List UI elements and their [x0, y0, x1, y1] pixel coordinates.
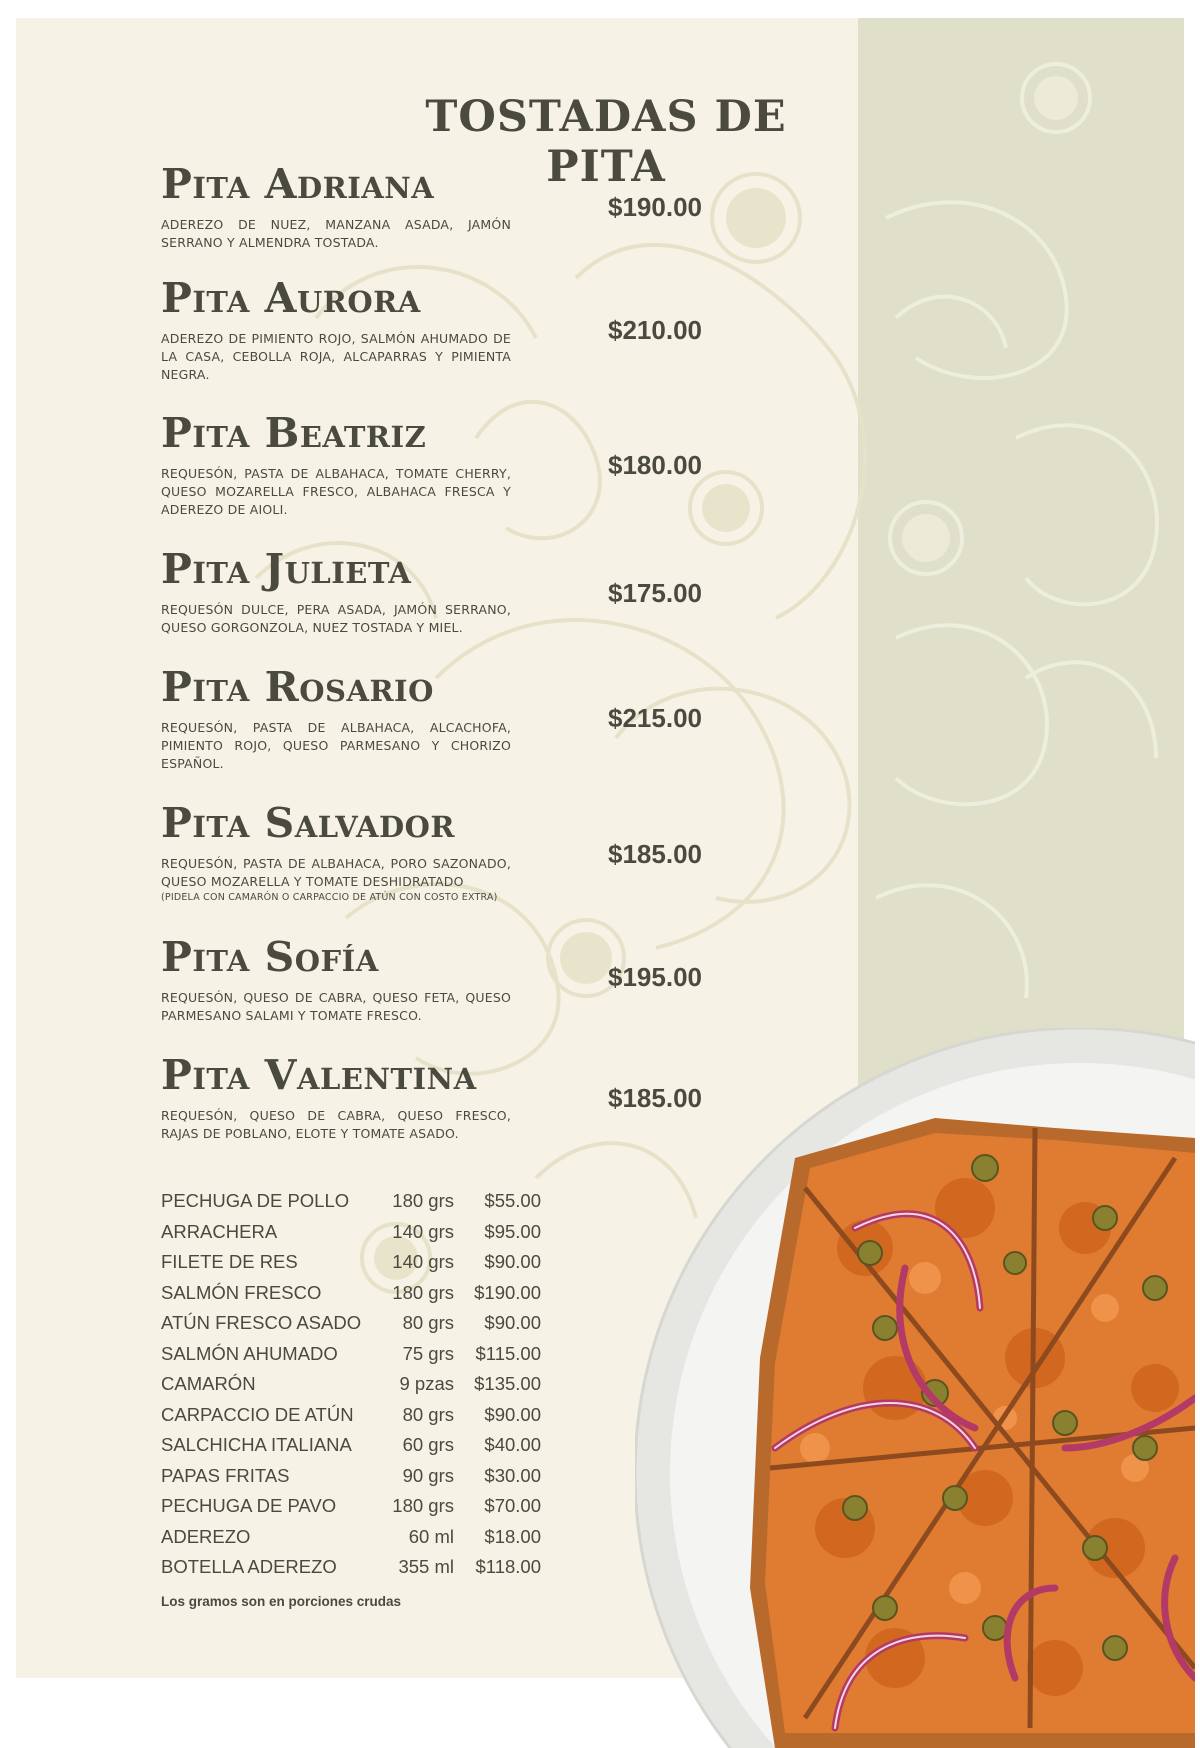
item-price: $215.00	[608, 703, 702, 733]
pizza-plate-photo	[635, 1028, 1195, 1748]
extra-qty: 60 ml	[408, 1525, 454, 1547]
item-description: REQUESÓN, PASTA DE ALBAHACA, ALCACHOFA, PIMIENTO ROJO, QUESO PARMESANO Y CHORIZO ESPAÑOL.	[161, 720, 511, 771]
item-name: Pita Beatriz	[161, 409, 427, 457]
extra-price: $18.00	[484, 1525, 541, 1547]
menu-item-sofia	[161, 933, 611, 1025]
extra-row	[161, 1282, 581, 1313]
menu-item-adriana	[161, 160, 611, 252]
item-price: $175.00	[608, 578, 702, 608]
extra-name: ADEREZO	[161, 1525, 251, 1547]
item-price: $185.00	[608, 839, 702, 869]
extra-price: $95.00	[484, 1220, 541, 1242]
item-name: Pita Rosario	[161, 663, 434, 711]
item-price: $210.00	[608, 315, 702, 345]
portion-note: Los gramos son en porciones crudas	[161, 1594, 402, 1609]
extra-row	[161, 1373, 581, 1404]
extra-row	[161, 1434, 581, 1465]
menu-item-beatriz	[161, 409, 611, 519]
extra-row	[161, 1190, 581, 1221]
extra-qty: 180 grs	[392, 1190, 454, 1211]
extra-row	[161, 1495, 581, 1526]
extra-qty: 80 grs	[402, 1312, 454, 1333]
item-description: REQUESÓN, QUESO DE CABRA, QUESO FETA, QUESO PARMESANO SALAMI Y TOMATE FRESCO.	[161, 990, 511, 1023]
item-price: $190.00	[608, 192, 702, 222]
extra-price: $30.00	[484, 1464, 541, 1486]
extra-qty: 355 ml	[398, 1556, 454, 1577]
extra-qty: 75 grs	[402, 1342, 454, 1364]
page-title: TOSTADAS DE PITA	[425, 92, 787, 192]
menu-item-valentina	[161, 1051, 611, 1143]
menu-item-aurora	[161, 274, 611, 384]
extra-price: $190.00	[474, 1281, 541, 1303]
extra-qty: 90 grs	[402, 1464, 454, 1486]
extra-price: $90.00	[484, 1403, 541, 1425]
extra-name: SALMÓN FRESCO	[161, 1281, 322, 1303]
extra-price: $115.00	[475, 1342, 541, 1364]
extra-name: SALCHICHA ITALIANA	[161, 1434, 352, 1455]
extra-row	[161, 1251, 581, 1282]
extras-list	[161, 1190, 581, 1587]
extra-price: $40.00	[484, 1434, 541, 1455]
extra-row	[161, 1312, 581, 1343]
item-price: $195.00	[608, 962, 702, 992]
extra-name: CARPACCIO DE ATÚN	[161, 1403, 354, 1425]
extra-name: PECHUGA DE PAVO	[161, 1495, 337, 1516]
extra-name: CAMARÓN	[161, 1373, 256, 1394]
item-description: REQUESÓN, QUESO DE CABRA, QUESO FRESCO, RAJAS DE POBLANO, ELOTE Y TOMATE ASADO.	[161, 1108, 511, 1141]
item-name: Pita Aurora	[161, 274, 421, 322]
menu-item-salvador	[161, 799, 611, 905]
menu-item-rosario	[161, 663, 611, 773]
extra-name: FILETE DE RES	[161, 1251, 298, 1272]
extra-qty: 80 grs	[402, 1403, 454, 1425]
extra-qty: 180 grs	[392, 1281, 454, 1303]
extra-row	[161, 1526, 581, 1557]
item-description: ADEREZO DE PIMIENTO ROJO, SALMÓN AHUMADO DE LA CASA, CEBOLLA ROJA, ALCAPARRAS Y PIMIENTA NEGRA.	[161, 331, 511, 382]
extra-qty: 60 grs	[402, 1434, 454, 1455]
extra-qty: 9 pzas	[399, 1373, 454, 1394]
extra-row	[161, 1465, 581, 1496]
item-name: Pita Sofía	[161, 933, 379, 981]
item-price: $185.00	[608, 1083, 702, 1113]
extra-name: BOTELLA ADEREZO	[161, 1556, 337, 1577]
menu-item-julieta	[161, 545, 611, 637]
item-price: $180.00	[608, 450, 702, 480]
extra-name: PECHUGA DE POLLO	[161, 1190, 350, 1211]
extra-price: $135.00	[474, 1373, 541, 1394]
item-description	[161, 855, 511, 905]
extra-price: $55.00	[484, 1190, 541, 1211]
extra-qty: 180 grs	[392, 1495, 454, 1516]
extra-name: ARRACHERA	[161, 1220, 278, 1242]
item-description: REQUESÓN DULCE, PERA ASADA, JAMÓN SERRANO, QUESO GORGONZOLA, NUEZ TOSTADA Y MIEL.	[161, 602, 511, 635]
extra-name: SALMÓN AHUMADO	[161, 1342, 338, 1364]
extra-row	[161, 1404, 581, 1435]
extra-price: $90.00	[484, 1312, 541, 1333]
item-extra-note: (PIDELA CON CAMARÓN O CARPACCIO DE ATÚN CON COSTO EXTRA)	[161, 892, 498, 903]
extra-name: ATÚN FRESCO ASADO	[161, 1312, 362, 1333]
item-description-text: REQUESÓN, PASTA DE ALBAHACA, PORO SAZONADO, QUESO MOZARELLA Y TOMATE DESHIDRATADO	[161, 856, 511, 889]
extra-row	[161, 1343, 581, 1374]
extra-qty: 140 grs	[392, 1251, 454, 1272]
item-description: ADEREZO DE NUEZ, MANZANA ASADA, JAMÓN SERRANO Y ALMENDRA TOSTADA.	[161, 217, 511, 250]
extra-row	[161, 1221, 581, 1252]
extra-row	[161, 1556, 581, 1587]
extra-price: $118.00	[475, 1556, 541, 1577]
extra-name: PAPAS FRITAS	[161, 1464, 290, 1486]
extra-qty: 140 grs	[392, 1220, 454, 1242]
item-name: Pita Salvador	[161, 799, 455, 847]
extra-price: $70.00	[484, 1495, 541, 1516]
item-description: REQUESÓN, PASTA DE ALBAHACA, TOMATE CHERRY, QUESO MOZARELLA FRESCO, ALBAHACA FRESCA Y ADEREZO DE AIOLI.	[161, 466, 511, 517]
item-name: Pita Adriana	[161, 160, 435, 208]
item-name: Pita Julieta	[161, 545, 412, 593]
extra-price: $90.00	[484, 1251, 541, 1272]
item-name: Pita Valentina	[161, 1051, 477, 1099]
